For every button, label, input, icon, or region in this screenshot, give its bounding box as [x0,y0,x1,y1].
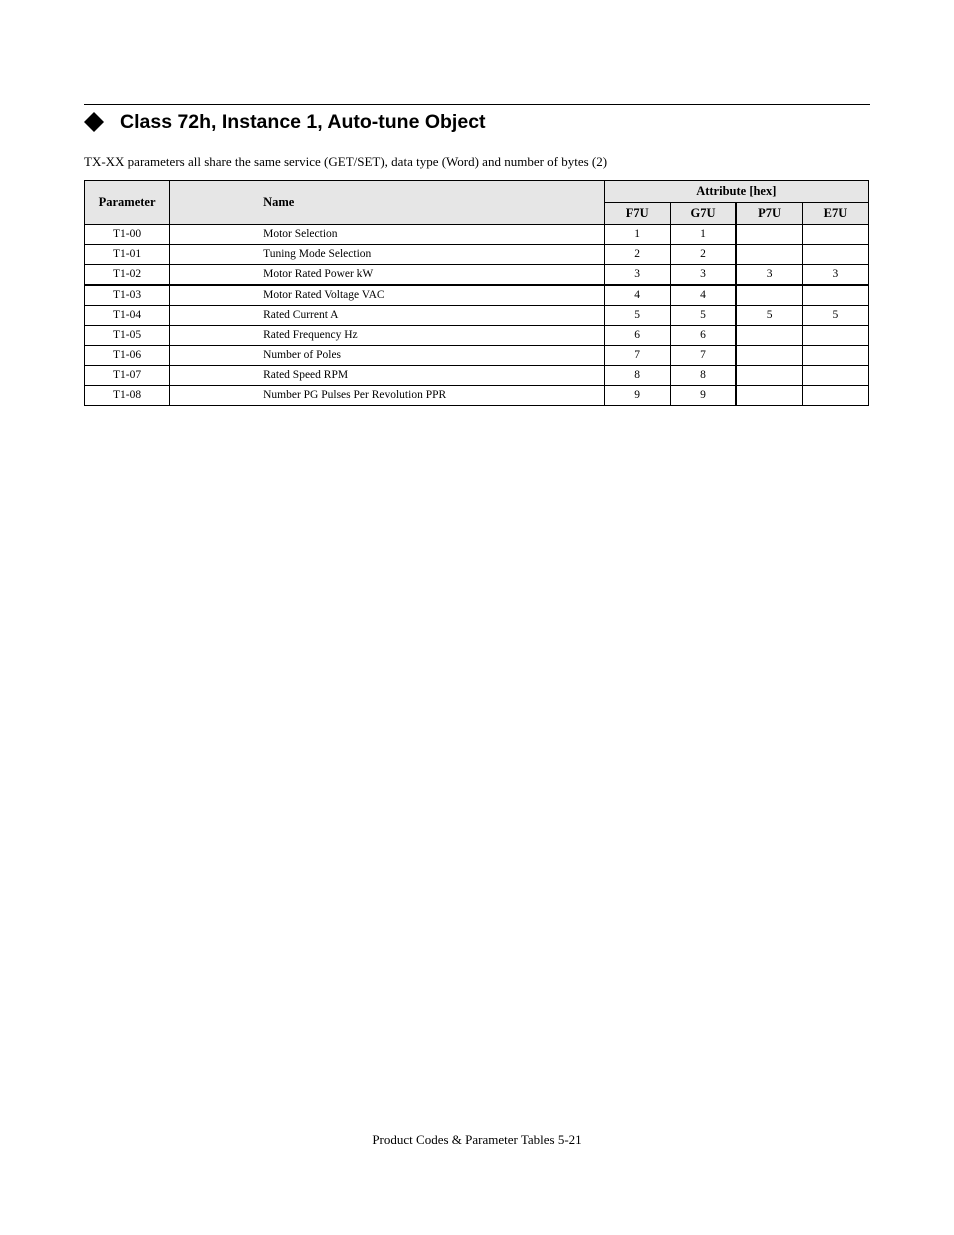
heading-rule [84,104,870,105]
cell-attr-p7u [736,245,802,265]
cell-attr-e7u [802,285,868,306]
header-name: Name [170,181,605,225]
cell-name: Motor Selection [170,225,605,245]
cell-attr-f7u: 3 [604,265,670,286]
header-model-e7u: E7U [802,203,868,225]
cell-parameter: T1-02 [85,265,170,286]
table-row [85,306,869,326]
cell-attr-p7u [736,326,802,346]
cell-attr-p7u: 3 [736,265,802,286]
cell-attr-e7u [802,366,868,386]
table-row [85,265,869,286]
cell-attr-e7u [802,346,868,366]
cell-attr-g7u: 8 [670,366,736,386]
cell-name: Number PG Pulses Per Revolution PPR [170,386,605,406]
cell-attr-g7u: 2 [670,245,736,265]
cell-attr-f7u: 2 [604,245,670,265]
header-model-g7u: G7U [670,203,736,225]
diamond-bullet-icon [84,112,104,132]
cell-attr-e7u [802,326,868,346]
cell-name: Rated Frequency Hz [170,326,605,346]
cell-attr-e7u: 5 [802,306,868,326]
cell-attr-g7u: 9 [670,386,736,406]
cell-attr-f7u: 6 [604,326,670,346]
cell-attr-e7u [802,225,868,245]
cell-attr-p7u [736,285,802,306]
table-row [85,225,869,245]
cell-attr-g7u: 6 [670,326,736,346]
cell-name: Motor Rated Power kW [170,265,605,286]
table-row [85,386,869,406]
cell-parameter: T1-07 [85,366,170,386]
cell-attr-g7u: 1 [670,225,736,245]
cell-attr-f7u: 9 [604,386,670,406]
cell-attr-f7u: 8 [604,366,670,386]
cell-parameter: T1-05 [85,326,170,346]
table-row [85,366,869,386]
cell-parameter: T1-01 [85,245,170,265]
table-row [85,326,869,346]
cell-attr-p7u [736,225,802,245]
header-model-f7u: F7U [604,203,670,225]
cell-name: Rated Current A [170,306,605,326]
table-row [85,285,869,306]
header-attribute-group: Attribute [hex] [604,181,868,203]
parameter-table [84,180,869,406]
cell-attr-f7u: 7 [604,346,670,366]
cell-attr-g7u: 3 [670,265,736,286]
cell-attr-p7u: 5 [736,306,802,326]
cell-attr-g7u: 7 [670,346,736,366]
cell-name: Motor Rated Voltage VAC [170,285,605,306]
cell-attr-g7u: 5 [670,306,736,326]
table-body [85,225,869,406]
cell-name: Rated Speed RPM [170,366,605,386]
cell-parameter: T1-03 [85,285,170,306]
cell-attr-p7u [736,386,802,406]
section-title: Class 72h, Instance 1, Auto-tune Object [120,110,486,133]
cell-attr-p7u [736,366,802,386]
cell-parameter: T1-06 [85,346,170,366]
cell-parameter: T1-08 [85,386,170,406]
cell-attr-e7u [802,386,868,406]
cell-name: Tuning Mode Selection [170,245,605,265]
cell-attr-e7u: 3 [802,265,868,286]
cell-parameter: T1-00 [85,225,170,245]
header-model-p7u: P7U [736,203,802,225]
cell-parameter: T1-04 [85,306,170,326]
cell-attr-f7u: 1 [604,225,670,245]
cell-attr-p7u [736,346,802,366]
cell-attr-e7u [802,245,868,265]
cell-attr-f7u: 4 [604,285,670,306]
cell-name: Number of Poles [170,346,605,366]
section-heading [84,109,486,135]
cell-attr-g7u: 4 [670,285,736,306]
table-row [85,245,869,265]
intro-text: TX-XX parameters all share the same service (GET/SET), data type (Word) and number of bytes (2) [84,154,608,169]
cell-attr-f7u: 5 [604,306,670,326]
table-row [85,346,869,366]
header-parameter: Parameter [85,181,170,225]
page-footer: Product Codes & Parameter Tables 5-21 [372,1132,582,1147]
